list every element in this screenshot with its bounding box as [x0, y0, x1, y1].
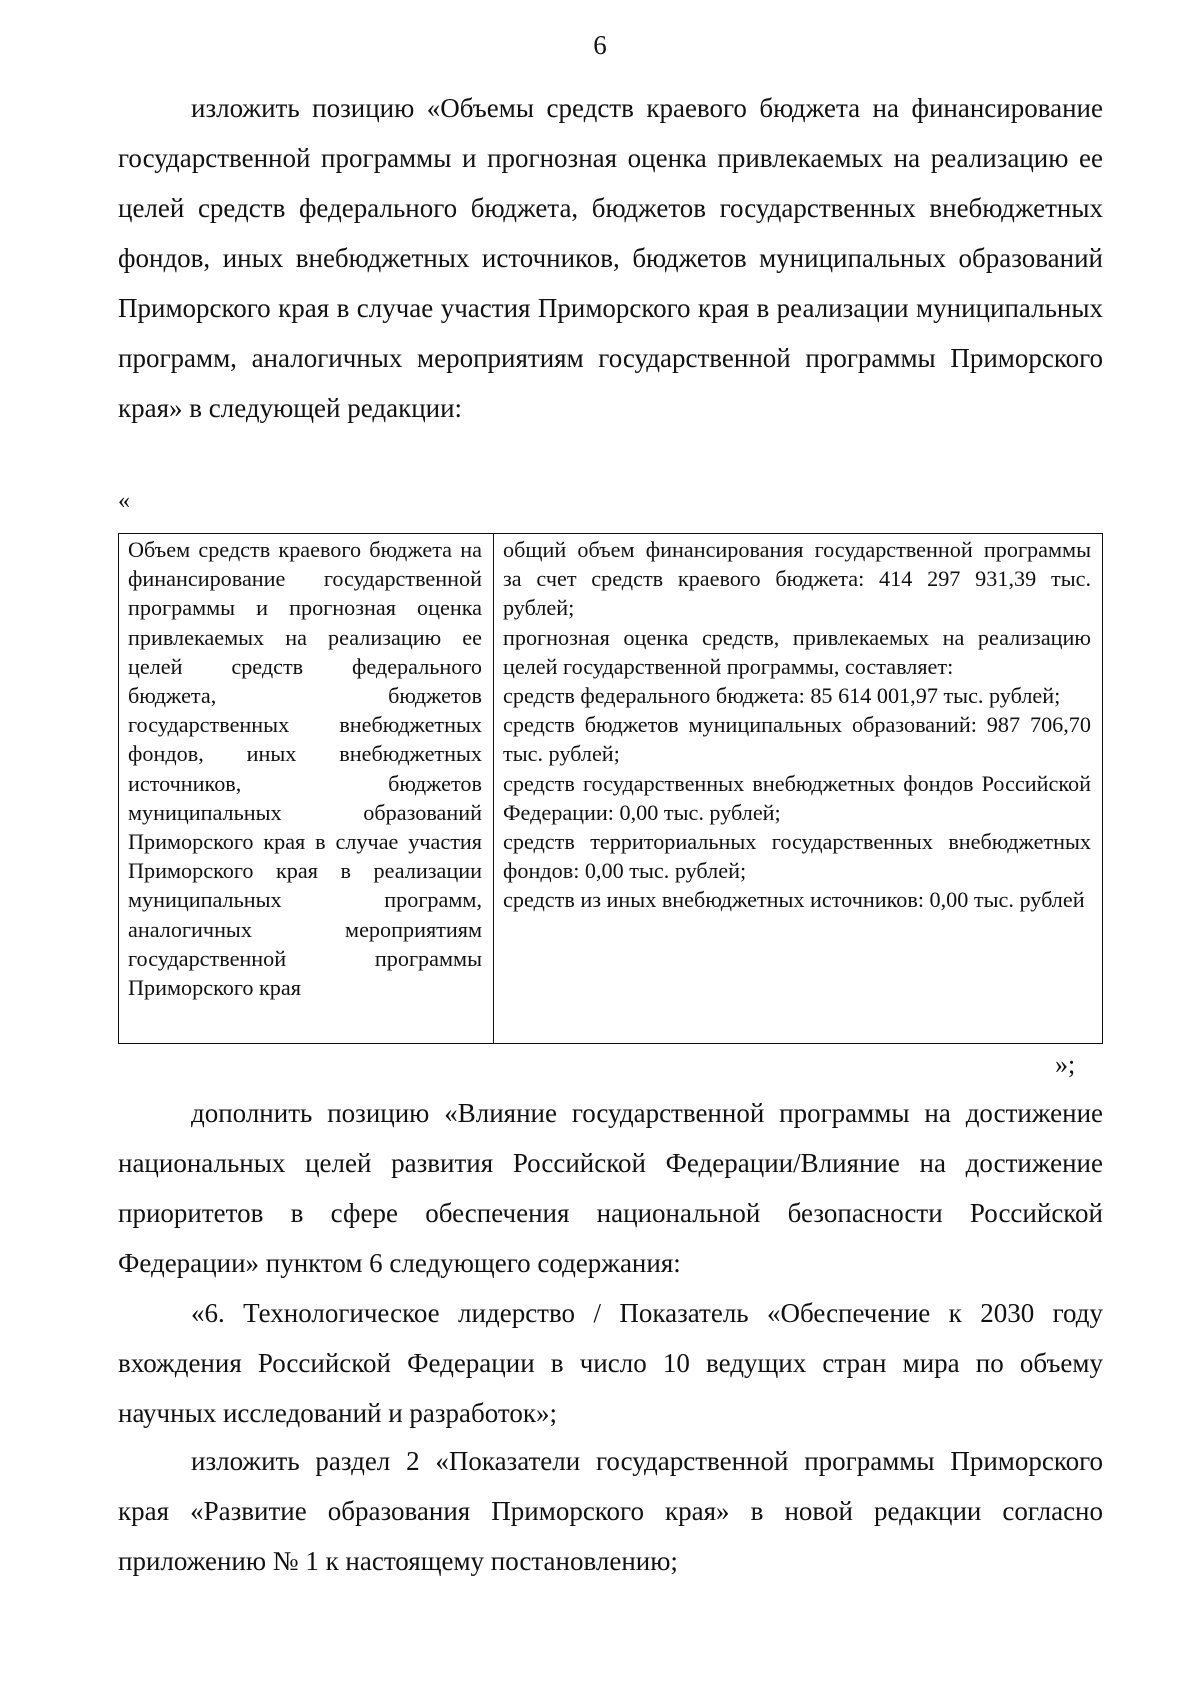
table-value-cell: [494, 534, 1103, 1044]
budget-passport-table: [118, 533, 1103, 1044]
forecast-intro-text: прогнозная оценка средств, привлекаемых на реализацию целей государственной программы, составляет:: [503, 624, 1091, 679]
table-open-quote: «: [118, 488, 130, 514]
page-number: 6: [593, 30, 607, 60]
intro-paragraph: изложить позицию «Объемы средств краевого бюджета на финансирование государственной программы и прогнозная оценка привлекаемых на реализацию ее целей средств федерального бюджета, бюджетов государственных внебюджетных фондов, иных внебюджетных источников, бюджетов муниципальных образований Приморского края в случае участия Приморского края в реализации муниципальных программ, аналогичных мероприятиям государственной программы Приморского края» в следующей редакции:: [118, 93, 1103, 423]
point-six-paragraph: «6. Технологическое лидерство / Показатель «Обеспечение к 2030 году вхождения Российской Федерации в число 10 ведущих стран мира по объему научных исследований и разработок»;: [118, 1298, 1103, 1428]
supplement-paragraph: дополнить позицию «Влияние государственной программы на достижение национальных целей развития Российской Федерации/Влияние на достижение приоритетов в сфере обеспечения национальной безопасности Российской Федерации» пунктом 6 следующего содержания:: [118, 1098, 1103, 1278]
table-close-quote: »;: [1055, 1050, 1076, 1079]
federal-budget-text: средств федерального бюджета: 85 614 001,97 тыс. рублей;: [503, 683, 1061, 709]
table-row: [119, 534, 1103, 1044]
other-sources-text: средств из иных внебюджетных источников: 0,00 тыс. рублей: [503, 887, 1085, 913]
municipal-budget-text: средств бюджетов муниципальных образований: 987 706,70 тыс. рублей;: [503, 712, 1091, 767]
table-label-cell: Объем средств краевого бюджета на финансирование государственной программы и прогнозная оценка привлекаемых на реализацию ее целей средств федерального бюджета, бюджетов государственных внебюджетных фондов, иных внебюджетных источников, бюджетов муниципальных образований Приморского края в случае участия Приморского края в реализации муниципальных программ, аналогичных мероприятиям государственной программы Приморского края: [119, 534, 494, 1044]
total-funding-text: общий объем финансирования государственной программы за счет средств краевого бюджета: 414 297 931,39 тыс. рублей;: [503, 537, 1091, 621]
section-paragraph: изложить раздел 2 «Показатели государственной программы Приморского края «Развитие образования Приморского края» в новой редакции согласно приложению № 1 к настоящему постановлению;: [118, 1446, 1103, 1576]
state-funds-text: средств государственных внебюджетных фондов Российской Федерации: 0,00 тыс. рублей;: [503, 770, 1091, 825]
territorial-funds-text: средств территориальных государственных внебюджетных фондов: 0,00 тыс. рублей;: [503, 829, 1091, 884]
